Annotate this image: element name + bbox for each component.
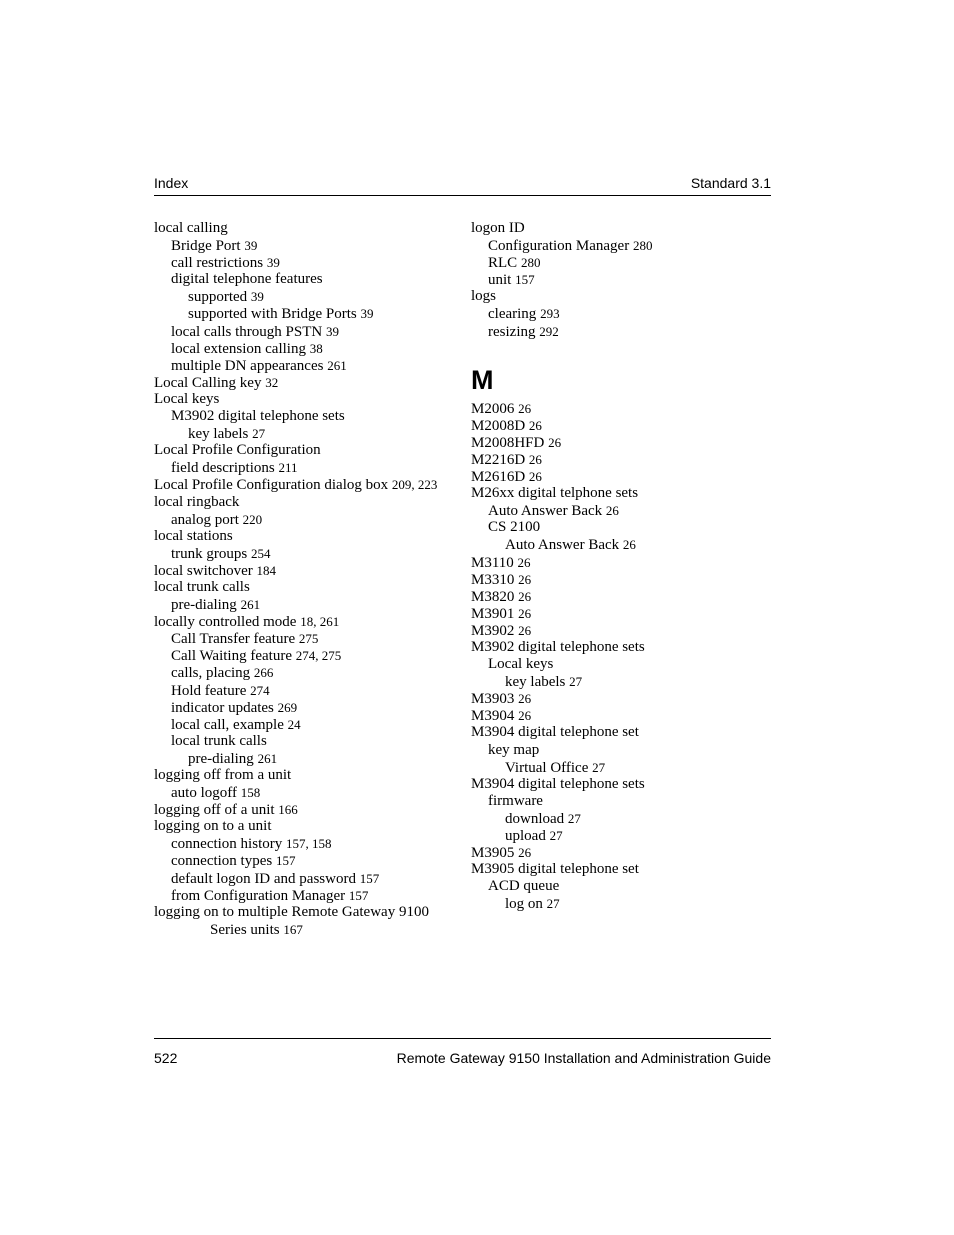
index-page-ref: 27: [592, 759, 606, 775]
index-term: local extension calling: [171, 340, 306, 357]
index-entry: [154, 767, 464, 784]
index-term: local ringback: [154, 493, 240, 510]
index-page-ref: 39: [360, 306, 374, 322]
index-page-ref: 26: [518, 708, 532, 724]
index-term: supported: [188, 289, 248, 306]
index-entry: [471, 622, 771, 639]
index-entry: [154, 682, 464, 699]
index-term: Local Calling key: [154, 374, 262, 391]
index-page-ref: 18, 261: [300, 614, 340, 630]
index-entry: [154, 562, 464, 579]
index-entry: [154, 647, 464, 664]
index-term: local calling: [154, 220, 228, 236]
index-page-ref: 261: [240, 597, 261, 613]
index-entry: [471, 724, 771, 741]
index-term: M3902: [471, 622, 515, 639]
index-term: local call, example: [171, 716, 284, 733]
index-entry: [471, 519, 771, 536]
index-entry: [154, 528, 464, 545]
index-term: logging on to multiple Remote Gateway 9100: [154, 903, 429, 920]
index-term: pre-dialing: [171, 597, 237, 614]
index-page-ref: 26: [548, 434, 562, 450]
index-term: field descriptions: [171, 460, 275, 477]
index-term: trunk groups: [171, 545, 248, 562]
index-page-ref: 39: [244, 238, 258, 254]
index-term: local trunk calls: [171, 732, 267, 749]
index-entry: [154, 784, 464, 801]
index-term: multiple DN appearances: [171, 357, 324, 374]
index-entry: [154, 630, 464, 647]
index-page-ref: 274: [250, 682, 270, 698]
index-entry: [471, 485, 771, 502]
index-entry: [154, 664, 464, 681]
index-term: local switchover: [154, 562, 253, 579]
index-entry: [154, 494, 464, 511]
index-page-ref: 27: [252, 426, 266, 442]
index-page-ref: 157: [359, 870, 380, 886]
index-term: logging off of a unit: [154, 802, 275, 819]
index-term: connection types: [171, 853, 273, 870]
index-page-ref: 292: [539, 323, 559, 339]
index-entry: [471, 571, 771, 588]
page-footer: [154, 1038, 771, 1069]
index-entry: [154, 818, 464, 835]
index-entry: [154, 220, 464, 237]
index-page-ref: 26: [528, 469, 542, 485]
index-term: Call Waiting feature: [171, 648, 292, 665]
index-entry: [471, 793, 771, 810]
index-page-ref: 261: [257, 750, 278, 766]
index-term: clearing: [488, 306, 537, 323]
index-term: M3110: [471, 554, 514, 571]
index-term: Call Transfer feature: [171, 631, 296, 648]
index-term: M3904 digital telephone sets: [471, 775, 645, 792]
index-term: analog port: [171, 511, 239, 528]
index-entry: [154, 870, 464, 887]
index-entry: [154, 254, 464, 271]
index-term: M26xx digital telphone sets: [471, 485, 639, 502]
index-term: supported with Bridge Ports: [188, 306, 357, 323]
index-entry: [471, 878, 771, 895]
index-entry: [154, 425, 464, 442]
index-entry: [154, 545, 464, 562]
index-entry: [471, 237, 771, 254]
index-term: M2216D: [471, 451, 526, 468]
index-entry: [154, 921, 464, 938]
index-page-ref: 274, 275: [295, 648, 342, 664]
index-term: Configuration Manager: [488, 238, 630, 255]
index-entry: [154, 476, 464, 493]
index-page-ref: 27: [567, 810, 581, 826]
index-entry: [471, 288, 771, 305]
index-entry: [471, 417, 771, 434]
index-term: Local Profile Configuration: [154, 442, 321, 459]
index-entry: [154, 357, 464, 374]
index-entry: [154, 271, 464, 288]
index-page-ref: 26: [518, 588, 532, 604]
index-term: upload: [505, 828, 546, 844]
index-term: M2006: [471, 400, 515, 417]
index-page-ref: 39: [266, 255, 280, 271]
index-page-ref: 211: [278, 460, 298, 476]
index-entry: [471, 451, 771, 468]
index-term: Virtual Office: [505, 759, 589, 776]
index-page-ref: 220: [242, 511, 263, 527]
index-entry: [154, 459, 464, 476]
index-entry: [154, 579, 464, 596]
index-page-ref: 26: [518, 622, 532, 638]
index-page-ref: 157: [275, 853, 296, 869]
index-entry: [154, 408, 464, 425]
index-page-ref: 39: [325, 323, 339, 339]
index-term: default logon ID and password: [171, 870, 356, 887]
index-page-ref: 158: [240, 785, 261, 801]
index-entry: [154, 699, 464, 716]
index-page-ref: 26: [528, 417, 542, 433]
index-entry: [471, 468, 771, 485]
index-entry: [154, 237, 464, 254]
index-page-ref: 24: [287, 716, 301, 732]
index-group-l: [471, 220, 771, 340]
index-page-ref: 261: [327, 357, 347, 373]
index-term: M3820: [471, 588, 515, 605]
index-page-ref: 269: [277, 699, 298, 715]
header-section-label: Index: [154, 175, 189, 191]
index-entry: [154, 613, 464, 630]
index-entry: [471, 400, 771, 417]
index-term: log on: [505, 896, 543, 913]
index-term: M3905: [471, 845, 515, 862]
index-page-ref: 38: [309, 340, 323, 356]
index-column-left: [154, 220, 464, 938]
index-term: Local keys: [154, 390, 220, 407]
index-term: digital telephone features: [171, 271, 323, 288]
index-term: unit: [488, 272, 512, 289]
index-page-ref: 293: [540, 306, 560, 322]
index-term: key labels: [505, 674, 566, 691]
index-entry: [471, 759, 771, 776]
index-term: Bridge Port: [171, 238, 241, 255]
index-entry: [471, 434, 771, 451]
index-term: locally controlled mode: [154, 614, 297, 631]
index-term: from Configuration Manager: [171, 887, 346, 904]
index-term: Local Profile Configuration dialog box: [154, 477, 389, 494]
index-page-ref: 166: [278, 802, 298, 818]
index-term: Series units: [210, 921, 280, 938]
document-title: Remote Gateway 9150 Installation and Administration Guide: [396, 1050, 771, 1066]
index-entry: [471, 536, 771, 553]
index-term: indicator updates: [171, 699, 274, 716]
index-term: call restrictions: [171, 255, 264, 272]
index-entry: [154, 511, 464, 528]
index-entry: [471, 605, 771, 622]
index-term: logging off from a unit: [154, 767, 292, 783]
index-entry: [154, 801, 464, 818]
index-entry: [471, 742, 771, 759]
index-entry: [471, 844, 771, 861]
index-term: Hold feature: [171, 682, 247, 699]
index-page-ref: 184: [256, 562, 276, 578]
index-term: connection history: [171, 836, 283, 853]
index-page-ref: 26: [518, 845, 532, 861]
index-entry: [154, 288, 464, 305]
index-term: Auto Answer Back: [488, 503, 603, 520]
index-term: Local keys: [488, 656, 554, 673]
index-entry: [471, 502, 771, 519]
index-term: calls, placing: [171, 665, 251, 682]
index-term: CS 2100: [488, 519, 541, 536]
index-term: key labels: [188, 426, 249, 443]
index-entry: [154, 596, 464, 613]
index-term: auto logoff: [171, 785, 237, 802]
index-term: download: [505, 810, 565, 827]
index-page-ref: 26: [622, 537, 636, 553]
index-page-ref: 27: [549, 828, 563, 843]
header-version-label: Standard 3.1: [690, 175, 771, 191]
index-page-ref: 266: [253, 665, 274, 681]
index-page-ref: 26: [517, 554, 531, 570]
index-entry: [471, 861, 771, 878]
index-term: logging on to a unit: [154, 818, 272, 835]
index-entry: [471, 588, 771, 605]
index-column-right: [471, 220, 771, 912]
index-page-ref: 275: [298, 631, 319, 647]
index-entry: [471, 895, 771, 912]
index-page-ref: 26: [528, 451, 542, 467]
index-entry: [154, 340, 464, 357]
index-page-ref: 157: [348, 887, 369, 903]
index-term: local trunk calls: [154, 578, 250, 595]
index-entry: [471, 323, 771, 340]
index-page-ref: 157: [515, 272, 535, 288]
index-term: M3902 digital telephone sets: [171, 408, 345, 425]
index-page-ref: 26: [518, 571, 532, 587]
index-term: RLC: [488, 255, 518, 272]
index-page-ref: 280: [520, 255, 541, 271]
index-group-m: [471, 400, 771, 913]
index-entry: [154, 887, 464, 904]
index-term: ACD queue: [488, 878, 560, 895]
index-entry: [154, 750, 464, 767]
index-entry: [154, 852, 464, 869]
index-entry: [471, 220, 771, 237]
index-term: M2008HFD: [471, 434, 545, 451]
index-term: resizing: [488, 323, 536, 340]
index-entry: [471, 776, 771, 793]
index-term: M2616D: [471, 469, 526, 486]
index-term: M3310: [471, 571, 515, 588]
index-page-ref: 209, 223: [391, 477, 438, 493]
index-term: local calls through PSTN: [171, 323, 323, 340]
page-header: [154, 174, 771, 196]
index-term: M3904: [471, 708, 515, 725]
index-page-ref: 39: [250, 289, 264, 305]
index-term: M3903: [471, 691, 515, 708]
index-page-ref: 254: [251, 545, 271, 561]
index-entry: [154, 904, 464, 921]
index-page-ref: 26: [518, 400, 532, 416]
index-page-ref: 26: [518, 691, 532, 707]
index-entry: [154, 716, 464, 733]
index-entry: [154, 391, 464, 408]
index-page-ref: 26: [605, 503, 619, 519]
index-entry: [471, 707, 771, 724]
index-term: key map: [488, 741, 540, 758]
index-term: M2008D: [471, 417, 526, 434]
index-page-ref: 280: [632, 238, 653, 254]
index-term: Auto Answer Back: [505, 537, 620, 554]
index-entry: [471, 305, 771, 322]
index-page-ref: 27: [546, 896, 560, 912]
index-page-ref: 26: [518, 605, 532, 621]
index-page-ref: 167: [283, 921, 303, 937]
index-entry: [471, 271, 771, 288]
index-entry: [154, 442, 464, 459]
index-term: M3905 digital telephone set: [471, 861, 639, 878]
index-term: M3901: [471, 605, 515, 622]
index-page-ref: 32: [265, 374, 279, 390]
page-number: 522: [154, 1050, 178, 1066]
index-entry: [471, 810, 771, 827]
index-entry: [154, 374, 464, 391]
index-entry: [471, 673, 771, 690]
index-term: local stations: [154, 527, 233, 544]
index-term: firmware: [488, 792, 543, 809]
index-entry: [154, 733, 464, 750]
index-term: pre-dialing: [188, 750, 254, 767]
index-entry: [471, 254, 771, 271]
index-entry: [154, 323, 464, 340]
index-entry: [471, 656, 771, 673]
index-entry: [471, 639, 771, 656]
section-letter-heading: M: [471, 364, 494, 395]
index-page-ref: 27: [569, 674, 583, 690]
index-entry: [154, 305, 464, 322]
index-entry: [154, 835, 464, 852]
index-entry: [471, 690, 771, 707]
index-page-ref: 157, 158: [285, 836, 332, 852]
index-term: M3904 digital telephone set: [471, 724, 639, 741]
index-term: M3902 digital telephone sets: [471, 638, 645, 655]
index-term: logon ID: [471, 220, 525, 236]
index-entry: [471, 827, 771, 844]
index-entry: [471, 554, 771, 571]
index-term: logs: [471, 288, 497, 305]
